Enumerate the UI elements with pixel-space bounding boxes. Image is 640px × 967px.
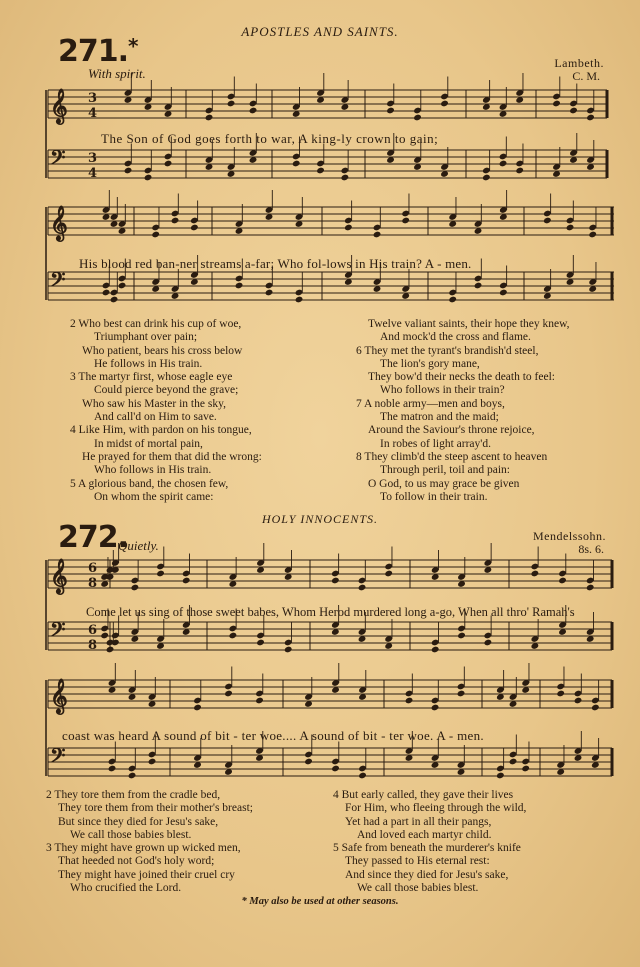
hymn-272-section-title: HOLY INNOCENTS. — [261, 512, 379, 526]
hymn-272-meter: 8s. 6. — [578, 542, 604, 556]
hymn-271-tune-name: Lambeth. — [554, 56, 604, 70]
time-signature-bottom: 4 — [88, 166, 98, 181]
note-head — [499, 289, 508, 297]
note-head — [164, 160, 173, 168]
verse-line: Who saw his Master in the sky, — [82, 397, 226, 410]
note-head — [284, 646, 293, 654]
verse-line: To follow in their train. — [380, 490, 488, 503]
hymn-272-lyrics-line-2: coast was heard A sound of bit - ter woe.... A sound of bit - ter woe. A - men. — [62, 728, 484, 743]
verse-line: He follows in His train. — [94, 357, 203, 370]
note-head — [304, 758, 313, 766]
note-head — [171, 217, 180, 225]
hymn-271-lyrics-line-2: His blood red ban-ner streams a-far; Who fol-lows in His train? A - men. — [79, 256, 472, 271]
note-head — [128, 772, 137, 780]
note-head — [373, 231, 382, 239]
note-head — [552, 100, 561, 108]
hymn-272-verses-left — [46, 789, 253, 895]
note-head — [255, 697, 264, 705]
verse-line: Around the Saviour's throne rejoice, — [368, 424, 535, 437]
verse-line: 3 They might have grown up wicked men, — [46, 842, 241, 855]
hymn-272-lyrics-line-1: Come let us sing of those sweet babes, Whom Herod murdered long a-go, When all thro' Ramah's — [86, 605, 575, 619]
note-head — [102, 289, 111, 297]
note-head — [457, 690, 466, 698]
note-head — [182, 577, 191, 585]
hymn-271-tempo: With spirit. — [88, 66, 146, 81]
bass-clef-icon: 𝄢 — [50, 145, 66, 174]
note-head — [110, 296, 119, 304]
verse-line: Twelve valiant saints, their hope they knew, — [368, 318, 570, 330]
verse-line: Could pierce beyond the grave; — [94, 384, 239, 397]
treble-clef-icon: 𝄞 — [50, 679, 68, 714]
note-head — [108, 765, 117, 773]
verse-line: That heeded not God's holy word; — [58, 855, 215, 868]
note-head — [131, 584, 140, 592]
verse-line: And mock'd the cross and flame. — [380, 331, 531, 344]
note-head — [440, 100, 449, 108]
note-head — [482, 174, 491, 182]
note-head — [431, 704, 440, 712]
note-head — [144, 174, 153, 182]
note-head — [156, 570, 165, 578]
note-head — [405, 697, 414, 705]
note-head — [401, 217, 410, 225]
verse-line: 2 They tore them from the cradle bed, — [46, 789, 221, 801]
hymn-271-number-text: 271. — [58, 34, 129, 69]
verse-line: 5 Safe from beneath the murderer's knife — [333, 842, 521, 855]
note-head — [331, 577, 340, 585]
treble-clef-icon: 𝄞 — [50, 559, 68, 594]
verse-line: Who follows in their train? — [380, 384, 505, 397]
verse-line: Triumphant over pain; — [94, 331, 198, 344]
note-head — [358, 772, 367, 780]
time-signature-bottom: 8 — [88, 638, 98, 653]
note-head — [106, 646, 115, 654]
verse-line: 4 But early called, they gave their lives — [333, 789, 514, 801]
note-head — [569, 107, 578, 115]
note-head — [448, 296, 457, 304]
note-head — [100, 632, 109, 640]
verse-line: The matron and the maid; — [380, 411, 499, 424]
note-head — [190, 224, 199, 232]
verse-line: And since they died for Jesu's sake, — [345, 868, 509, 881]
verse-line: 4 Like Him, with pardon on his tongue, — [70, 424, 252, 437]
hymn-271-verses-left — [70, 318, 262, 504]
hymn-271-meter: C. M. — [572, 69, 600, 83]
verse-line: 5 A glorious band, the chosen few, — [70, 477, 229, 490]
note-head — [193, 704, 202, 712]
note-head — [499, 160, 508, 168]
note-head — [384, 570, 393, 578]
verse-line: They passed to His eternal rest: — [345, 855, 490, 868]
hymn-272-verses-right — [333, 789, 526, 895]
bass-clef-icon: 𝄢 — [50, 617, 66, 646]
note-head — [531, 570, 540, 578]
note-head — [484, 639, 493, 647]
hymn-271-asterisk: * — [128, 34, 138, 58]
note-head — [229, 632, 238, 640]
note-head — [474, 282, 483, 290]
note-head — [566, 224, 575, 232]
note-head — [205, 114, 214, 122]
verse-line: They might have joined their cruel cry — [58, 868, 235, 881]
note-head — [316, 167, 325, 175]
note-head — [118, 282, 127, 290]
verse-line: 8 They climb'd the steep ascent to heaven — [356, 450, 548, 463]
bass-clef-icon: 𝄢 — [50, 743, 66, 772]
note-head — [148, 758, 157, 766]
verse-line: O God, to us may grace be given — [368, 477, 520, 490]
note-head — [586, 114, 595, 122]
note-head — [413, 114, 422, 122]
verse-line: We call those babies blest. — [70, 828, 192, 841]
verse-line: Who patient, bears his cross below — [82, 344, 243, 357]
note-head — [249, 107, 258, 115]
note-head — [521, 765, 530, 773]
note-head — [265, 289, 274, 297]
note-head — [124, 167, 133, 175]
verse-line: In robes of light array'd. — [380, 437, 491, 450]
bass-clef-icon: 𝄢 — [50, 267, 66, 296]
note-head — [224, 690, 233, 698]
note-head — [227, 100, 236, 108]
hymn-272-number: 272. — [58, 520, 129, 555]
note-head — [574, 697, 583, 705]
note-head — [515, 167, 524, 175]
verse-line: Through peril, toil and pain: — [380, 464, 510, 477]
page-header: APOSTLES AND SAINTS. — [241, 24, 399, 39]
verse-line: In midst of mortal pain, — [94, 437, 203, 450]
time-signature-bottom: 4 — [88, 106, 98, 121]
hymn-271-verses-right — [356, 318, 570, 504]
verse-line: We call those babies blest. — [357, 882, 479, 895]
time-signature-top: 6 — [88, 623, 98, 638]
note-head — [591, 704, 600, 712]
verse-line: 7 A noble army—men and boys, — [356, 397, 505, 410]
verse-line: For Him, who fleeing through the wild, — [345, 802, 527, 815]
note-head — [457, 632, 466, 640]
note-head — [543, 217, 552, 225]
note-head — [496, 772, 505, 780]
note-head — [331, 765, 340, 773]
note-head — [344, 224, 353, 232]
note-head — [292, 160, 301, 168]
note-head — [558, 577, 567, 585]
note-head — [295, 296, 304, 304]
verse-line: 3 The martyr first, whose eagle eye — [70, 371, 233, 384]
verse-line: On whom the spirit came: — [94, 490, 214, 503]
hymn-271-number — [58, 34, 138, 69]
note-head — [256, 639, 265, 647]
note-head — [235, 282, 244, 290]
note-head — [509, 758, 518, 766]
treble-clef-icon: 𝄞 — [50, 89, 68, 124]
verse-line: Yet had a part in all their pangs, — [345, 815, 492, 828]
verse-line: And loved each martyr child. — [357, 828, 492, 841]
verse-line: And call'd on Him to save. — [94, 411, 217, 424]
hymn-272-tempo: Quietly. — [118, 538, 159, 553]
note-head — [151, 231, 160, 239]
treble-clef-icon: 𝄞 — [50, 206, 68, 241]
note-head — [386, 107, 395, 115]
time-signature-top: 3 — [88, 151, 98, 166]
verse-line: But since they died for Jesu's sake, — [58, 815, 219, 828]
time-signature-top: 6 — [88, 561, 98, 576]
note-head — [358, 584, 367, 592]
verse-line: He prayed for them that did the wrong: — [82, 450, 262, 463]
note-head — [341, 174, 350, 182]
verse-line: Who crucified the Lord. — [70, 882, 182, 895]
hymn-271-lyrics-line-1: The Son of God goes forth to war, A king-ly crown to gain; — [101, 131, 439, 146]
note-head — [588, 231, 597, 239]
time-signature-top: 3 — [88, 91, 98, 106]
footnote: * May also be used at other seasons. — [241, 896, 399, 907]
verse-line: 2 Who best can drink his cup of woe, — [70, 318, 242, 330]
verse-line: 6 They met the tyrant's brandish'd steel, — [356, 344, 539, 357]
verse-line: Who follows in His train. — [94, 464, 212, 477]
time-signature-bottom: 8 — [88, 576, 98, 591]
hymn-272-tune-name: Mendelssohn. — [533, 529, 606, 543]
verse-line: The lion's gory mane, — [380, 357, 480, 370]
note-head — [431, 646, 440, 654]
note-head — [556, 690, 565, 698]
verse-line: They tore them from their mother's breast; — [58, 802, 253, 815]
verse-line: They bow'd their necks the death to feel: — [368, 371, 555, 384]
note-head — [586, 584, 595, 592]
